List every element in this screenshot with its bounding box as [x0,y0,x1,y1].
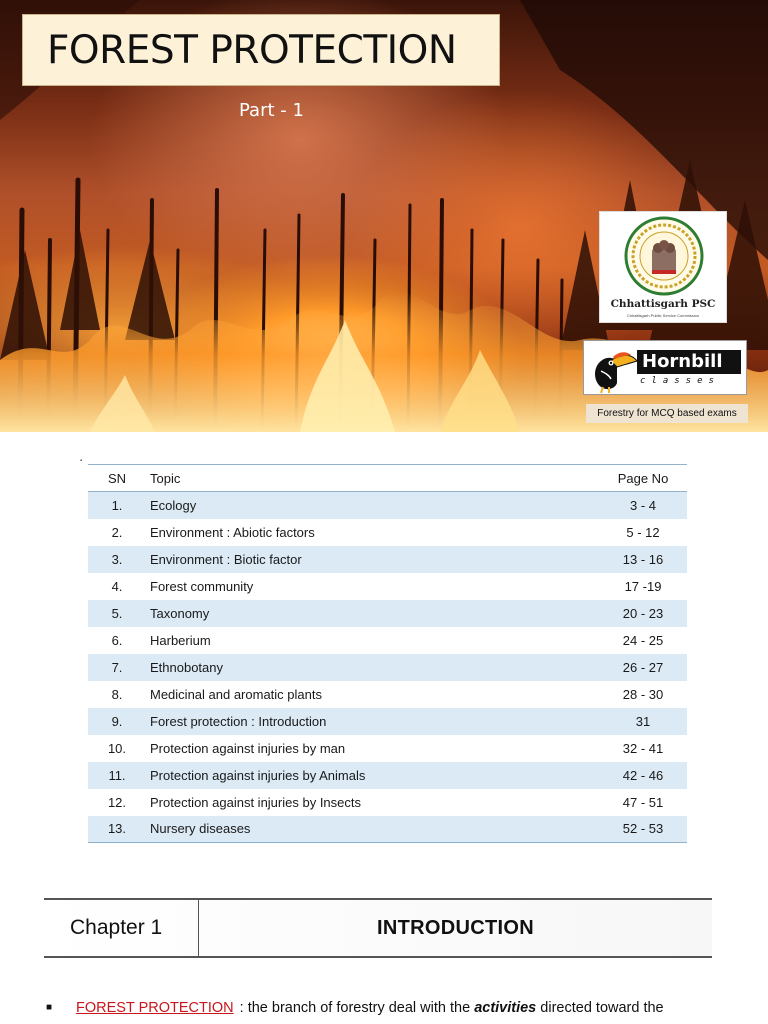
row-topic: Forest protection : Introduction [146,708,599,735]
row-page: 26 - 27 [599,654,687,681]
table-row [88,573,687,600]
table-row [88,735,687,762]
row-topic: Ecology [146,492,599,519]
paragraph-text-after: directed toward the [540,1000,664,1016]
table-row [88,681,687,708]
row-page: 32 - 41 [622,740,664,756]
psc-logo-name: Chhattisgarh PSC [610,298,716,310]
header-sn: SN [88,465,146,492]
table-row [88,519,687,546]
table-row [88,627,687,654]
emphasis-word: activities [474,1000,537,1016]
document-subtitle: Part - 1 [239,100,304,121]
row-topic: Protection against injuries by man [150,740,346,756]
row-page: 17 -19 [624,578,662,594]
bullet-icon: ■ [46,1002,53,1013]
page-mark: ▪ [80,458,83,464]
header-topic: Topic [146,465,599,492]
row-sn: 2. [111,524,123,540]
cover-image [0,0,768,432]
row-topic: Ethnobotany [146,654,599,681]
row-page: 47 - 51 [622,794,664,810]
row-sn: 9. [88,708,146,735]
row-page: 20 - 23 [599,600,687,627]
row-sn: 4. [111,578,123,594]
table-row [88,492,687,519]
row-page: 31 [599,708,687,735]
table-row [88,789,687,816]
hornbill-subtext: classes [640,376,720,386]
chhattisgarh-emblem-icon [600,212,728,298]
row-topic: Environment : Abiotic factors [150,524,315,540]
row-sn: 13. [88,816,146,843]
hornbill-bird-icon [587,343,639,395]
row-topic: Forest community [150,578,254,594]
row-topic: Environment : Biotic factor [146,546,599,573]
row-sn: 7. [88,654,146,681]
row-topic: Protection against injuries by Animals [146,762,599,789]
row-page: 28 - 30 [622,686,664,702]
row-page: 24 - 25 [622,632,664,648]
hornbill-name: Hornbill [637,350,741,374]
hornbill-logo [583,340,747,395]
row-sn: 1. [88,492,146,519]
key-term: FOREST PROTECTION [76,1000,234,1016]
psc-logo-subtext: Chhattisgarh Public Service Commission [626,313,700,318]
row-topic: Nursery diseases [146,816,599,843]
chapter-header [44,898,712,958]
row-sn: 5. [88,600,146,627]
row-page: 52 - 53 [599,816,687,843]
title-box [22,14,500,86]
row-page: 3 - 4 [599,492,687,519]
row-sn: 6. [111,632,123,648]
table-row [88,816,687,843]
table-row [88,654,687,681]
row-topic: Protection against injuries by Insects [150,794,361,810]
row-page: 42 - 46 [599,762,687,789]
chapter-number: Chapter 1 [44,900,199,956]
row-sn: 11. [88,762,146,789]
row-sn: 3. [88,546,146,573]
document-title: FOREST PROTECTION [47,27,457,73]
row-topic: Taxonomy [146,600,599,627]
row-page: 5 - 12 [626,524,660,540]
contents-table [88,464,687,843]
table-row [88,546,687,573]
psc-logo [599,211,727,323]
table-header-row [88,465,687,492]
row-sn: 12. [107,794,127,810]
row-page: 13 - 16 [599,546,687,573]
paragraph-text-before: : the branch of forestry deal with the [239,1000,471,1016]
row-topic: Harberium [150,632,211,648]
tagline: Forestry for MCQ based exams [586,404,748,423]
row-sn: 8. [111,686,123,702]
row-sn: 10. [107,740,127,756]
chapter-title: INTRODUCTION [377,916,534,939]
table-row [88,708,687,735]
header-page: Page No [599,465,687,492]
intro-paragraph [46,1000,726,1022]
table-row [88,762,687,789]
table-row [88,600,687,627]
row-topic: Medicinal and aromatic plants [150,686,322,702]
